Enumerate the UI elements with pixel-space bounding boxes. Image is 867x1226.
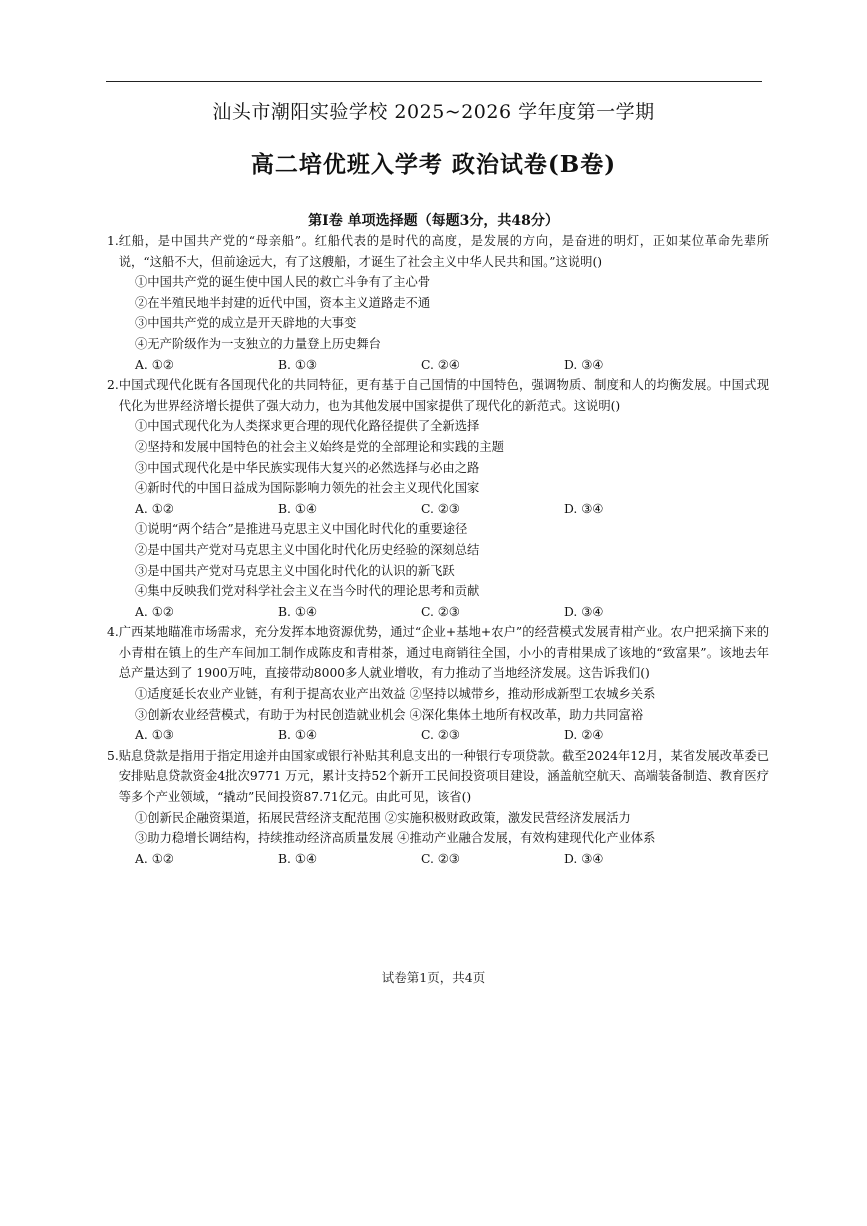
statement: ②在半殖民地半封建的近代中国，资本主义道路走不通 [135,295,431,310]
option-d[interactable]: D. ③④ [564,357,604,372]
option-c[interactable]: C. ②③ [421,851,460,866]
statement: ①中国共产党的诞生使中国人民的救亡斗争有了主心骨 [135,275,431,290]
page-footer: 试卷第1页，共4页 [381,970,486,985]
option-a[interactable]: A. ①③ [135,728,174,743]
question-number: 5. [107,748,119,763]
question-number: 2. [107,378,119,393]
statement: ③中国式现代化是中华民族实现伟大复兴的必然选择与必由之路 [135,460,480,475]
option-c[interactable]: C. ②③ [421,604,460,619]
question-3 [107,519,769,622]
statement: ③创新农业经营模式，有助于为村民创造就业机会 ④深化集体土地所有权改革，助力共同富裕 [135,707,644,722]
answer-options [107,602,769,623]
statement: ④无产阶级作为一支独立的力量登上历史舞台 [135,336,381,351]
question-1 [107,231,769,375]
option-d[interactable]: D. ③④ [564,604,604,619]
question-stem: 红船，是中国共产党的“母亲船”。红船代表的是时代的高度，是发展的方向，是奋进的明灯，正如某位革命先辈所说，“这船不大，但前途远大，有了这艘船，才诞生了社会主义中华人民共和国。”这说明() [118,234,769,269]
question-5 [107,746,769,870]
statement: ①说明“两个结合”是推进马克思主义中国化时代化的重要途径 [135,522,468,537]
answer-options [107,499,769,520]
header-rule [106,81,762,82]
answer-options [107,725,769,746]
question-stem: 广西某地瞄准市场需求，充分发挥本地资源优势，通过“企业+基地+农户”的经营模式发展青柑产业。农户把采摘下来的小青柑在镇上的生产车间加工制作成陈皮和青柑茶，通过电商销往全国，小小的青柑果成了该地的“致富果”。该地去年总产量达到了 1900万吨，直接带动8000多人就业增收，有力推动了当地经济发展。这告诉我们() [118,625,769,681]
option-d[interactable]: D. ②④ [564,728,604,743]
statement: ④集中反映我们党对科学社会主义在当今时代的理论思考和贡献 [135,584,480,599]
section-title: 第Ⅰ卷 单项选择题（每题3分，共48分） [308,213,559,229]
question-4 [107,622,769,746]
question-list [107,231,769,869]
option-b[interactable]: B. ①④ [278,728,317,743]
statement: ①创新民企融资渠道，拓展民营经济支配范围 ②实施积极财政政策，激发民营经济发展活力 [135,810,631,825]
statement: ②坚持和发展中国特色的社会主义始终是党的全部理论和实践的主题 [135,439,504,454]
answer-options [107,849,769,870]
option-a[interactable]: A. ①② [135,851,174,866]
option-c[interactable]: C. ②③ [421,728,460,743]
question-stem: 贴息贷款是指用于指定用途并由国家或银行补贴其利息支出的一种银行专项贷款。截至2024年12月，某省发展改革委已安排贴息贷款资金4批次9771 万元，累计支持52个新开工民间投资项目建设，涵盖航空航天、高端装备制造、教育医疗等多个产业领域，“撬动”民间投资87.71亿元。由此可见，该省() [118,748,769,805]
statement: ③是中国共产党对马克思主义中国化时代化的认识的新飞跃 [135,563,455,578]
question-stem: 中国式现代化既有各国现代化的共同特征，更有基于自己国情的中国特色，强调物质、制度和人的均衡发展。中国式现代化为世界经济增长提供了强大动力，也为其他发展中国家提供了现代化的新范式。这说明() [118,378,769,413]
option-d[interactable]: D. ③④ [564,501,604,516]
question-number: 4. [107,625,119,640]
statement: ①中国式现代化为人类探求更合理的现代化路径提供了全新选择 [135,419,480,434]
option-b[interactable]: B. ①④ [278,851,317,866]
school-line: 汕头市潮阳实验学校 2025~2026 学年度第一学期 [212,101,655,123]
exam-title: 高二培优班入学考 政治试卷(B卷) [250,151,617,178]
statement: ③中国共产党的成立是开天辟地的大事变 [135,316,357,331]
option-b[interactable]: B. ①③ [278,357,317,372]
statement: ④新时代的中国日益成为国际影响力领先的社会主义现代化国家 [135,481,480,496]
option-d[interactable]: D. ③④ [564,851,604,866]
option-b[interactable]: B. ①④ [278,604,317,619]
option-c[interactable]: C. ②③ [421,501,460,516]
statement: ①适度延长农业产业链，有利于提高农业产出效益 ②坚持以城带乡，推动形成新型工农城乡关系 [135,687,656,702]
option-a[interactable]: A. ①② [135,357,174,372]
question-number: 1. [107,234,119,248]
statement: ③助力稳增长调结构，持续推动经济高质量发展 ④推动产业融合发展，有效构建现代化产业体系 [135,831,656,846]
option-c[interactable]: C. ②④ [421,357,460,372]
statement: ②是中国共产党对马克思主义中国化时代化历史经验的深刻总结 [135,542,480,557]
option-b[interactable]: B. ①④ [278,501,317,516]
answer-options [107,355,769,376]
option-a[interactable]: A. ①② [135,501,174,516]
question-2 [107,375,769,519]
option-a[interactable]: A. ①② [135,604,174,619]
